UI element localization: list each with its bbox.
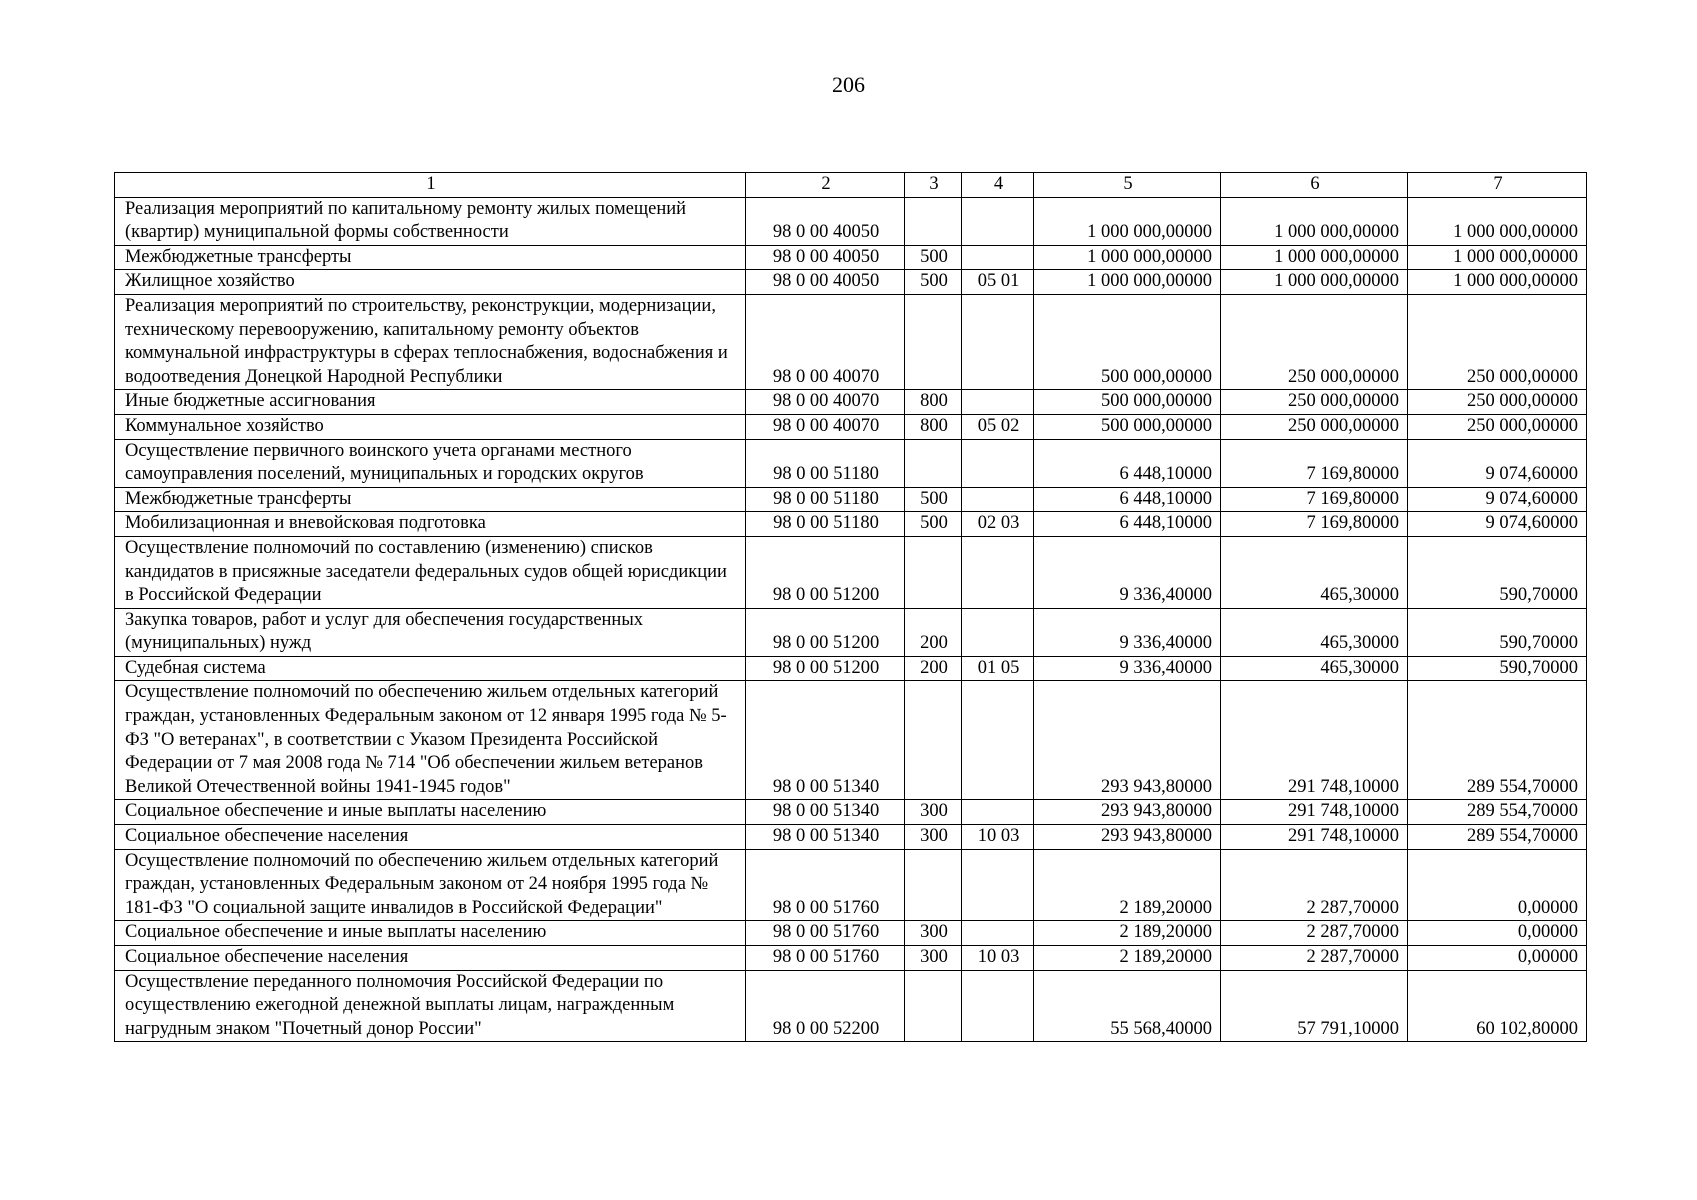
- amount-year1-cell: 500 000,00000: [1034, 294, 1221, 389]
- target-article-cell: 98 0 00 51340: [746, 825, 905, 850]
- amount-year2-cell: 2 287,70000: [1221, 849, 1408, 921]
- target-article-cell: 98 0 00 51180: [746, 512, 905, 537]
- row-name-cell: Социальное обеспечение населения: [115, 825, 746, 850]
- amount-year3-cell: 250 000,00000: [1408, 294, 1587, 389]
- target-article-cell: 98 0 00 51760: [746, 849, 905, 921]
- section-cell: [962, 681, 1034, 800]
- table-row: [115, 197, 1587, 245]
- table-row: [115, 849, 1587, 921]
- target-article-cell: 98 0 00 51760: [746, 946, 905, 971]
- table-row: [115, 800, 1587, 825]
- amount-year3-cell: 1 000 000,00000: [1408, 197, 1587, 245]
- amount-year1-cell: 293 943,80000: [1034, 800, 1221, 825]
- amount-year3-cell: 250 000,00000: [1408, 390, 1587, 415]
- expense-type-cell: [905, 849, 962, 921]
- amount-year2-cell: 250 000,00000: [1221, 294, 1408, 389]
- section-cell: [962, 921, 1034, 946]
- amount-year3-cell: 9 074,60000: [1408, 512, 1587, 537]
- amount-year1-cell: 6 448,10000: [1034, 487, 1221, 512]
- table-row: [115, 681, 1587, 800]
- amount-year1-cell: 1 000 000,00000: [1034, 270, 1221, 295]
- section-cell: 01 05: [962, 656, 1034, 681]
- expense-type-cell: 500: [905, 512, 962, 537]
- target-article-cell: 98 0 00 40070: [746, 294, 905, 389]
- table-body: [115, 197, 1587, 1042]
- row-name-cell: Осуществление полномочий по обеспечению жильем отдельных категорий граждан, установленных Федеральным законом от 24 ноября 1995 года № 181-ФЗ "О социальной защите инвалидов в Российской Федерации": [115, 849, 746, 921]
- table-row: [115, 825, 1587, 850]
- section-cell: 05 02: [962, 414, 1034, 439]
- table-row: [115, 439, 1587, 487]
- target-article-cell: 98 0 00 40050: [746, 197, 905, 245]
- section-cell: [962, 536, 1034, 608]
- expense-type-cell: [905, 197, 962, 245]
- amount-year3-cell: 250 000,00000: [1408, 414, 1587, 439]
- section-cell: 05 01: [962, 270, 1034, 295]
- section-cell: [962, 294, 1034, 389]
- target-article-cell: 98 0 00 40070: [746, 414, 905, 439]
- table-row: [115, 946, 1587, 971]
- amount-year1-cell: 500 000,00000: [1034, 414, 1221, 439]
- amount-year2-cell: 465,30000: [1221, 656, 1408, 681]
- table-row: [115, 608, 1587, 656]
- amount-year2-cell: 250 000,00000: [1221, 390, 1408, 415]
- row-name-cell: Осуществление первичного воинского учета органами местного самоуправления поселений, муниципальных и городских округов: [115, 439, 746, 487]
- table-row: [115, 390, 1587, 415]
- row-name-cell: Реализация мероприятий по капитальному ремонту жилых помещений (квартир) муниципальной формы собственности: [115, 197, 746, 245]
- target-article-cell: 98 0 00 51180: [746, 439, 905, 487]
- column-header: 1: [115, 173, 746, 198]
- row-name-cell: Коммунальное хозяйство: [115, 414, 746, 439]
- section-cell: [962, 800, 1034, 825]
- amount-year1-cell: 500 000,00000: [1034, 390, 1221, 415]
- amount-year3-cell: 590,70000: [1408, 608, 1587, 656]
- section-cell: [962, 439, 1034, 487]
- row-name-cell: Мобилизационная и вневойсковая подготовка: [115, 512, 746, 537]
- amount-year1-cell: 2 189,20000: [1034, 946, 1221, 971]
- amount-year2-cell: 465,30000: [1221, 608, 1408, 656]
- section-cell: [962, 390, 1034, 415]
- amount-year1-cell: 293 943,80000: [1034, 825, 1221, 850]
- section-cell: 10 03: [962, 825, 1034, 850]
- amount-year1-cell: 55 568,40000: [1034, 970, 1221, 1042]
- amount-year2-cell: 1 000 000,00000: [1221, 197, 1408, 245]
- amount-year3-cell: 590,70000: [1408, 536, 1587, 608]
- target-article-cell: 98 0 00 51200: [746, 656, 905, 681]
- row-name-cell: Осуществление переданного полномочия Российской Федерации по осуществлению ежегодной денежной выплаты лицам, награжденным нагрудным знаком "Почетный донор России": [115, 970, 746, 1042]
- table-row: [115, 270, 1587, 295]
- table-row: [115, 512, 1587, 537]
- section-cell: [962, 849, 1034, 921]
- page-number: 206: [832, 72, 865, 97]
- section-cell: [962, 487, 1034, 512]
- amount-year1-cell: 6 448,10000: [1034, 439, 1221, 487]
- expense-type-cell: [905, 681, 962, 800]
- section-cell: [962, 245, 1034, 270]
- amount-year1-cell: 2 189,20000: [1034, 849, 1221, 921]
- expense-type-cell: [905, 439, 962, 487]
- amount-year1-cell: 9 336,40000: [1034, 608, 1221, 656]
- target-article-cell: 98 0 00 40050: [746, 245, 905, 270]
- row-name-cell: Иные бюджетные ассигнования: [115, 390, 746, 415]
- section-cell: 10 03: [962, 946, 1034, 971]
- row-name-cell: Закупка товаров, работ и услуг для обеспечения государственных (муниципальных) нужд: [115, 608, 746, 656]
- amount-year3-cell: 0,00000: [1408, 946, 1587, 971]
- section-cell: 02 03: [962, 512, 1034, 537]
- amount-year2-cell: 465,30000: [1221, 536, 1408, 608]
- expense-type-cell: 500: [905, 270, 962, 295]
- amount-year2-cell: 291 748,10000: [1221, 681, 1408, 800]
- amount-year2-cell: 57 791,10000: [1221, 970, 1408, 1042]
- row-name-cell: Осуществление полномочий по обеспечению жильем отдельных категорий граждан, установленных Федеральным законом от 12 января 1995 года № 5-ФЗ "О ветеранах", в соответствии с Указом Президента Российской Федерации от 7 мая 2008 года № 714 "Об обеспечении жильем ветеранов Великой Отечественной войны 1941-1945 годов": [115, 681, 746, 800]
- table-row: [115, 487, 1587, 512]
- budget-table: [114, 172, 1587, 1042]
- amount-year1-cell: 293 943,80000: [1034, 681, 1221, 800]
- amount-year3-cell: 1 000 000,00000: [1408, 245, 1587, 270]
- amount-year3-cell: 9 074,60000: [1408, 487, 1587, 512]
- expense-type-cell: [905, 536, 962, 608]
- target-article-cell: 98 0 00 52200: [746, 970, 905, 1042]
- column-header: 5: [1034, 173, 1221, 198]
- expense-type-cell: 300: [905, 921, 962, 946]
- amount-year3-cell: 289 554,70000: [1408, 681, 1587, 800]
- amount-year2-cell: 7 169,80000: [1221, 487, 1408, 512]
- table-row: [115, 245, 1587, 270]
- table-row: [115, 294, 1587, 389]
- target-article-cell: 98 0 00 40050: [746, 270, 905, 295]
- column-header: 4: [962, 173, 1034, 198]
- amount-year1-cell: 9 336,40000: [1034, 656, 1221, 681]
- amount-year1-cell: 6 448,10000: [1034, 512, 1221, 537]
- amount-year2-cell: 7 169,80000: [1221, 512, 1408, 537]
- section-cell: [962, 970, 1034, 1042]
- amount-year3-cell: 590,70000: [1408, 656, 1587, 681]
- target-article-cell: 98 0 00 51340: [746, 681, 905, 800]
- expense-type-cell: 500: [905, 245, 962, 270]
- row-name-cell: Социальное обеспечение и иные выплаты населению: [115, 921, 746, 946]
- amount-year3-cell: 60 102,80000: [1408, 970, 1587, 1042]
- column-header: 2: [746, 173, 905, 198]
- amount-year2-cell: 250 000,00000: [1221, 414, 1408, 439]
- table-header-row: [115, 173, 1587, 198]
- row-name-cell: Межбюджетные трансферты: [115, 487, 746, 512]
- amount-year1-cell: 1 000 000,00000: [1034, 197, 1221, 245]
- row-name-cell: Судебная система: [115, 656, 746, 681]
- row-name-cell: Социальное обеспечение и иные выплаты населению: [115, 800, 746, 825]
- amount-year3-cell: 289 554,70000: [1408, 800, 1587, 825]
- row-name-cell: Реализация мероприятий по строительству, реконструкции, модернизации, техническому перевооружению, капитальному ремонту объектов коммунальной инфраструктуры в сферах теплоснабжения, водоснабжения и водоотведения Донецкой Народной Республики: [115, 294, 746, 389]
- table-row: [115, 656, 1587, 681]
- target-article-cell: 98 0 00 51180: [746, 487, 905, 512]
- section-cell: [962, 608, 1034, 656]
- table-row: [115, 970, 1587, 1042]
- target-article-cell: 98 0 00 40070: [746, 390, 905, 415]
- amount-year1-cell: 9 336,40000: [1034, 536, 1221, 608]
- expense-type-cell: [905, 970, 962, 1042]
- amount-year2-cell: 7 169,80000: [1221, 439, 1408, 487]
- section-cell: [962, 197, 1034, 245]
- amount-year2-cell: 2 287,70000: [1221, 921, 1408, 946]
- expense-type-cell: 300: [905, 825, 962, 850]
- expense-type-cell: 500: [905, 487, 962, 512]
- amount-year3-cell: 0,00000: [1408, 921, 1587, 946]
- expense-type-cell: 300: [905, 800, 962, 825]
- target-article-cell: 98 0 00 51200: [746, 536, 905, 608]
- expense-type-cell: 200: [905, 608, 962, 656]
- amount-year3-cell: 1 000 000,00000: [1408, 270, 1587, 295]
- amount-year2-cell: 2 287,70000: [1221, 946, 1408, 971]
- amount-year3-cell: 289 554,70000: [1408, 825, 1587, 850]
- expense-type-cell: 800: [905, 390, 962, 415]
- amount-year2-cell: 291 748,10000: [1221, 825, 1408, 850]
- expense-type-cell: 200: [905, 656, 962, 681]
- amount-year1-cell: 2 189,20000: [1034, 921, 1221, 946]
- row-name-cell: Жилищное хозяйство: [115, 270, 746, 295]
- amount-year2-cell: 1 000 000,00000: [1221, 270, 1408, 295]
- target-article-cell: 98 0 00 51340: [746, 800, 905, 825]
- table-row: [115, 536, 1587, 608]
- table-row: [115, 414, 1587, 439]
- expense-type-cell: [905, 294, 962, 389]
- expense-type-cell: 800: [905, 414, 962, 439]
- column-header: 6: [1221, 173, 1408, 198]
- column-header: 3: [905, 173, 962, 198]
- amount-year2-cell: 1 000 000,00000: [1221, 245, 1408, 270]
- row-name-cell: Межбюджетные трансферты: [115, 245, 746, 270]
- row-name-cell: Социальное обеспечение населения: [115, 946, 746, 971]
- row-name-cell: Осуществление полномочий по составлению (изменению) списков кандидатов в присяжные заседатели федеральных судов общей юрисдикции в Российской Федерации: [115, 536, 746, 608]
- amount-year3-cell: 9 074,60000: [1408, 439, 1587, 487]
- table-row: [115, 921, 1587, 946]
- amount-year3-cell: 0,00000: [1408, 849, 1587, 921]
- amount-year1-cell: 1 000 000,00000: [1034, 245, 1221, 270]
- column-header: 7: [1408, 173, 1587, 198]
- expense-type-cell: 300: [905, 946, 962, 971]
- target-article-cell: 98 0 00 51200: [746, 608, 905, 656]
- amount-year2-cell: 291 748,10000: [1221, 800, 1408, 825]
- target-article-cell: 98 0 00 51760: [746, 921, 905, 946]
